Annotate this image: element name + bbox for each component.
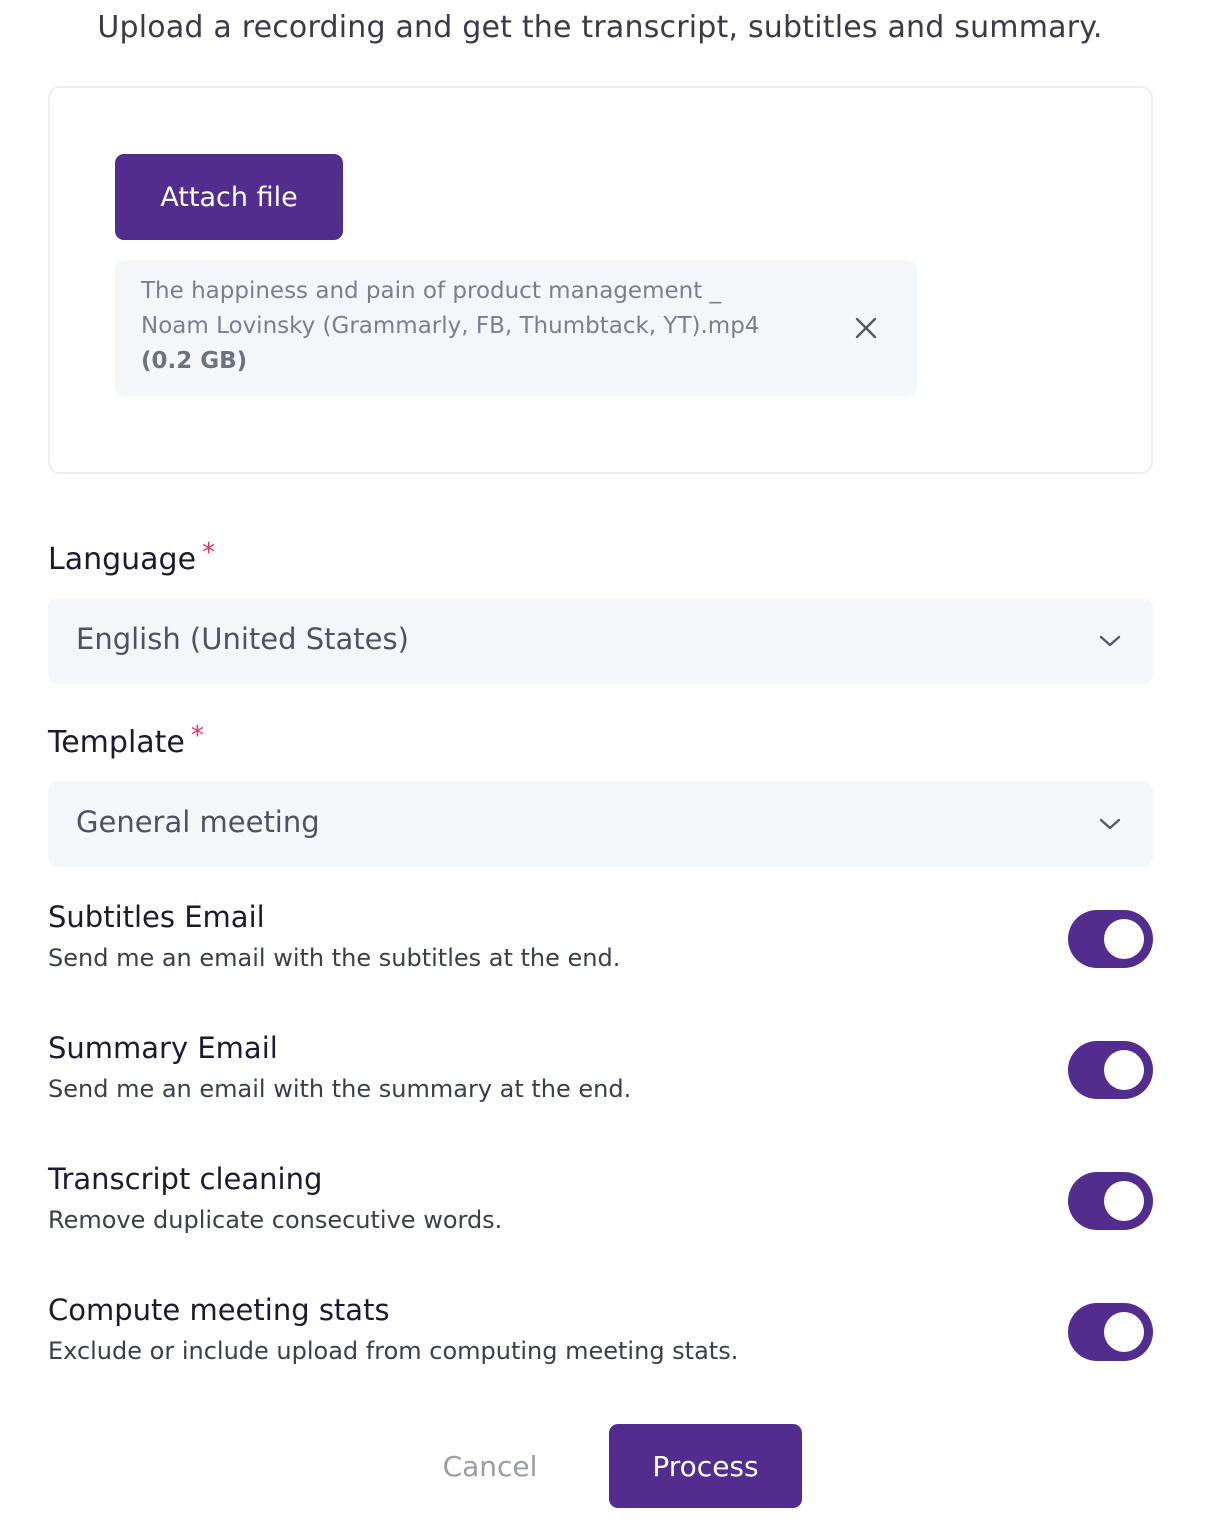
language-label-text: Language <box>48 542 197 577</box>
template-label-text: Template <box>48 725 185 760</box>
template-select-value: General meeting <box>76 805 320 839</box>
subtitles-email-toggle[interactable] <box>1068 910 1153 968</box>
required-mark: * <box>202 538 216 568</box>
meeting-stats-toggle[interactable] <box>1068 1303 1153 1361</box>
meeting-stats-title: Compute meeting stats <box>48 1293 390 1327</box>
attached-file-size: (0.2 GB) <box>141 348 248 374</box>
summary-email-title: Summary Email <box>48 1031 278 1065</box>
template-select[interactable] <box>48 781 1153 867</box>
subtitles-email-title: Subtitles Email <box>48 900 265 934</box>
page-subtitle: Upload a recording and get the transcript, subtitles and summary. <box>97 10 1103 45</box>
transcript-cleaning-toggle[interactable] <box>1068 1172 1153 1230</box>
chevron-down-icon <box>1097 813 1123 835</box>
upload-card <box>48 86 1153 474</box>
language-label <box>48 538 216 577</box>
toggle-knob <box>1104 1050 1144 1090</box>
transcript-cleaning-description: Remove duplicate consecutive words. <box>48 1206 503 1234</box>
language-select[interactable] <box>48 598 1153 684</box>
process-button[interactable]: Process <box>609 1424 802 1508</box>
toggle-knob <box>1104 1181 1144 1221</box>
close-icon[interactable] <box>851 313 881 343</box>
attach-file-button[interactable]: Attach file <box>115 154 343 240</box>
meeting-stats-description: Exclude or include upload from computing meeting stats. <box>48 1337 739 1365</box>
required-mark: * <box>190 721 204 751</box>
attached-file-name: The happiness and pain of product management _ Noam Lovinsky (Grammarly, FB, Thumbtack, YT).mp4 <box>141 278 760 339</box>
toggle-knob <box>1104 919 1144 959</box>
chevron-down-icon <box>1097 630 1123 652</box>
cancel-button[interactable]: Cancel <box>410 1424 570 1508</box>
template-label <box>48 721 204 760</box>
subtitles-email-description: Send me an email with the subtitles at the end. <box>48 944 621 972</box>
attached-file-info <box>141 274 781 379</box>
language-select-value: English (United States) <box>76 622 409 656</box>
toggle-knob <box>1104 1312 1144 1352</box>
attached-file-chip <box>115 260 917 396</box>
summary-email-description: Send me an email with the summary at the end. <box>48 1075 632 1103</box>
transcript-cleaning-title: Transcript cleaning <box>48 1162 323 1196</box>
summary-email-toggle[interactable] <box>1068 1041 1153 1099</box>
